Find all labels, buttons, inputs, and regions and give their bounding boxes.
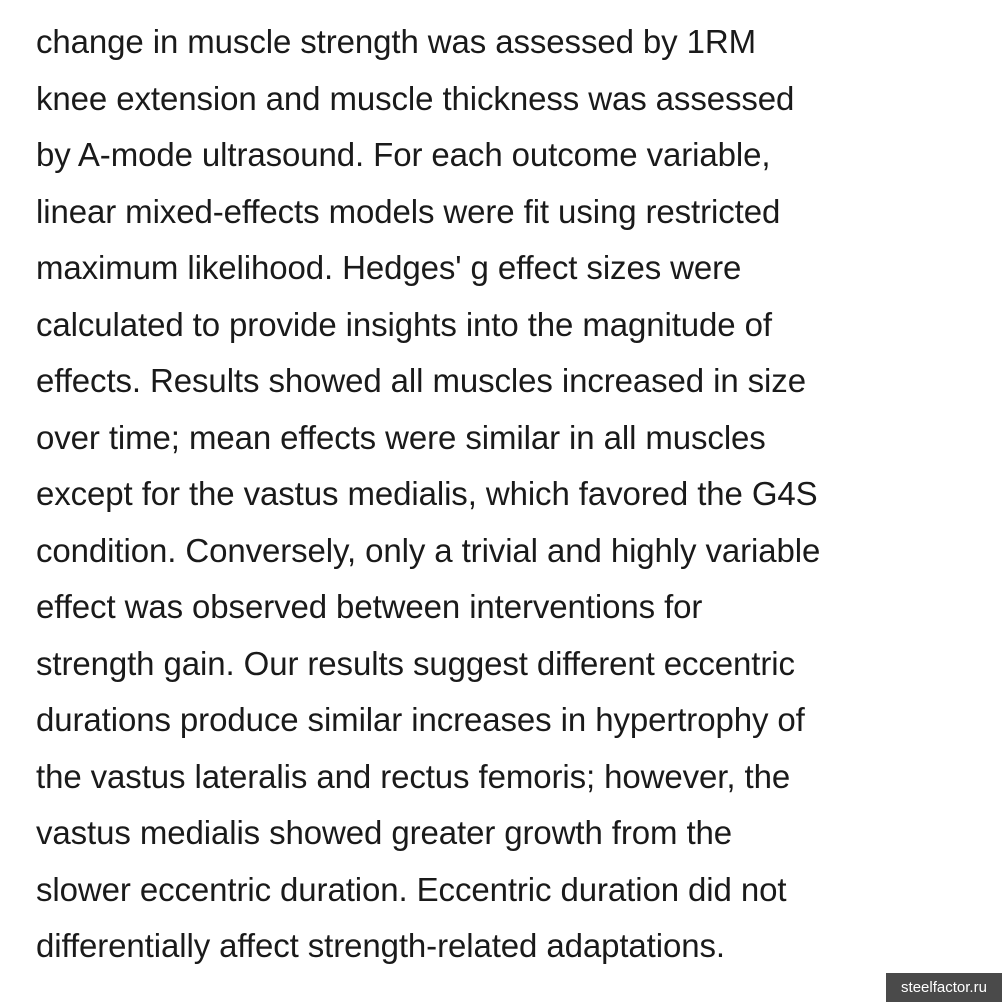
text-line-9: except for the vastus medialis, which favored the G4S: [36, 475, 818, 512]
text-line-11: effect was observed between interventions for: [36, 588, 703, 625]
text-line-5: maximum likelihood. Hedges' g effect sizes were: [36, 249, 742, 286]
watermark-badge: steelfactor.ru: [886, 973, 1002, 1002]
text-line-6: calculated to provide insights into the magnitude of: [36, 305, 772, 343]
text-line-15: vastus medialis showed greater growth from the: [36, 814, 733, 851]
text-line-17: differentially affect strength-related adaptations.: [36, 927, 725, 964]
text-line-8: over time; mean effects were similar in all muscles: [36, 418, 766, 456]
text-line-13: durations produce similar increases in hypertrophy of: [36, 701, 805, 738]
text-line-16: slower eccentric duration. Eccentric duration did not: [36, 870, 787, 908]
text-line-14: the vastus lateralis and rectus femoris; however, the: [36, 757, 791, 795]
text-line-12: strength gain. Our results suggest different eccentric: [36, 644, 795, 682]
text-line-10: condition. Conversely, only a trivial and highly variable: [36, 531, 821, 569]
text-line-2: knee extension and muscle thickness was assessed: [36, 79, 795, 117]
abstract-text: [36, 14, 996, 975]
text-line-3: by A-mode ultrasound. For each outcome variable,: [36, 136, 771, 173]
text-line-1: change in muscle strength was assessed by 1RM: [36, 23, 757, 60]
text-line-7: effects. Results showed all muscles increased in size: [36, 362, 806, 399]
text-line-4: linear mixed-effects models were fit using restricted: [36, 192, 781, 230]
